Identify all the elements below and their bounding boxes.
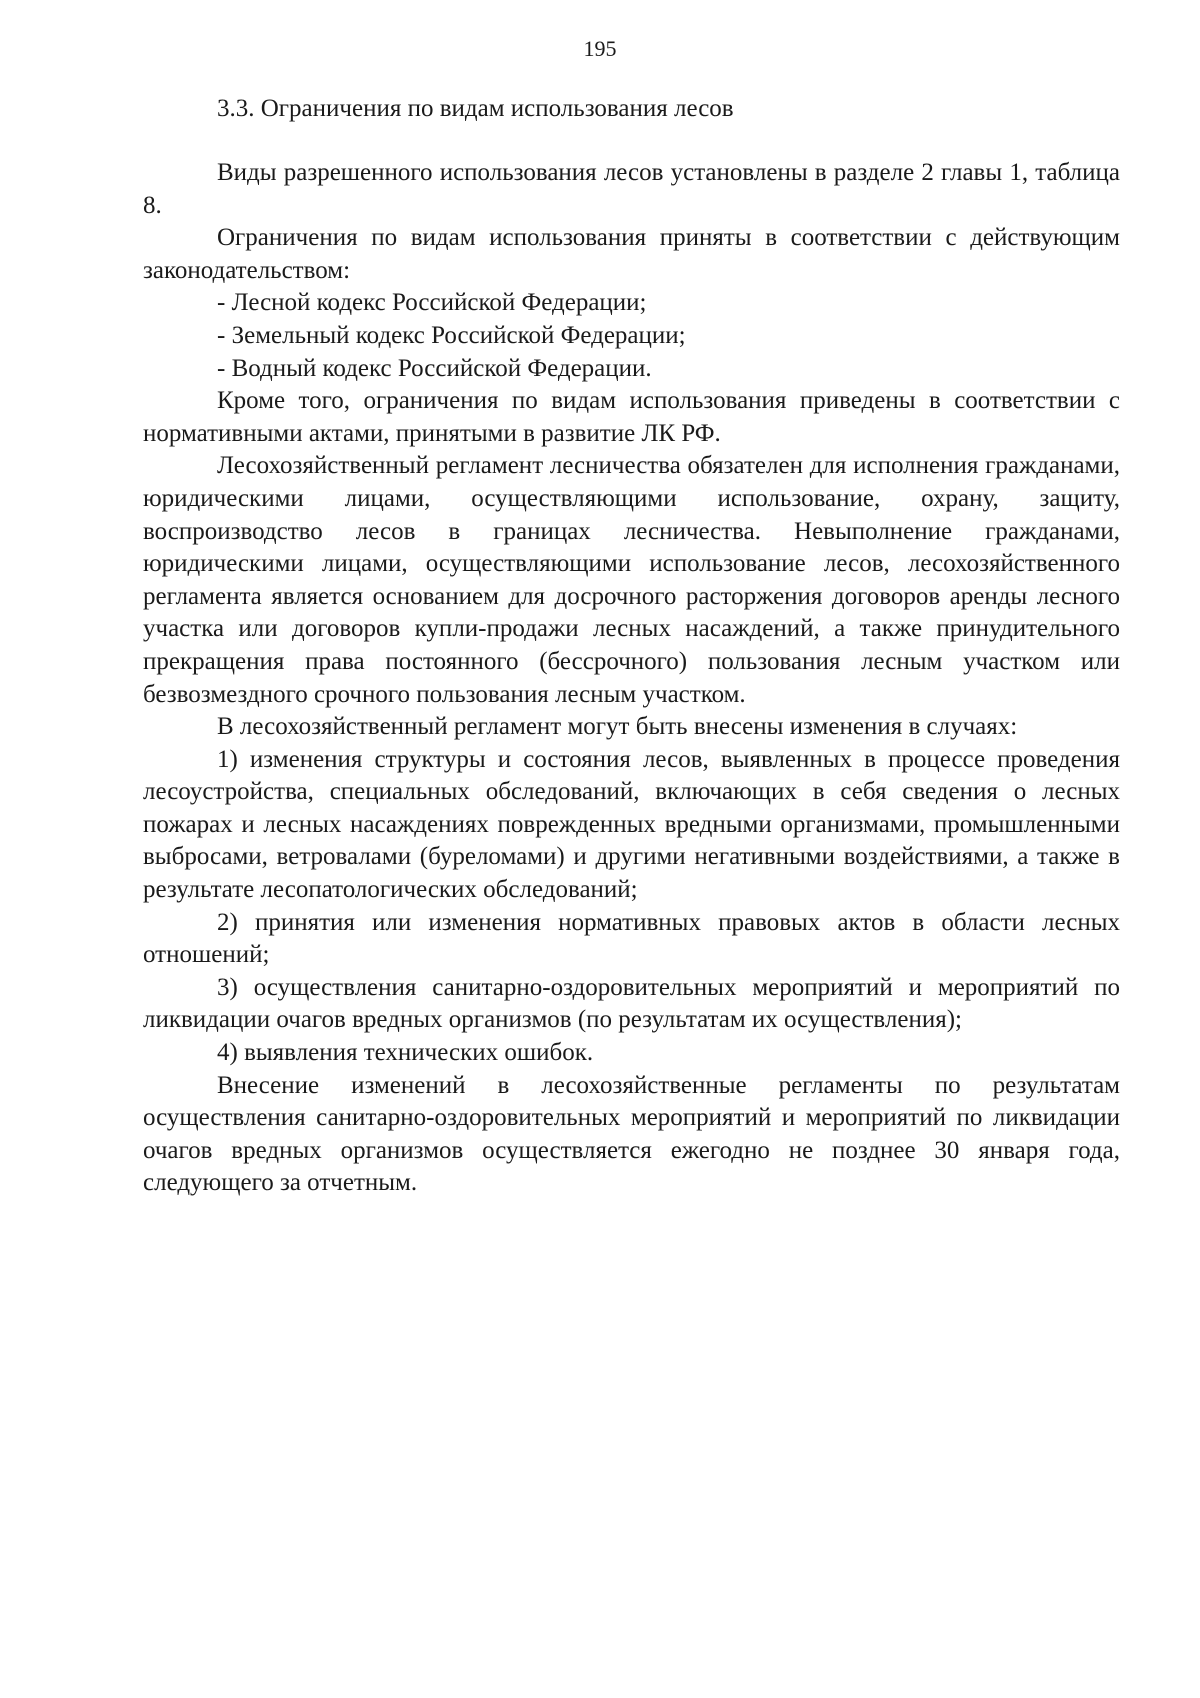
- paragraph: Виды разрешенного использования лесов установлены в разделе 2 главы 1, таблица 8.: [143, 159, 1120, 219]
- list-item: - Лесной кодекс Российской Федерации;: [217, 289, 647, 317]
- section-title: 3.3. Ограничения по видам использования лесов: [217, 95, 734, 122]
- list-item: - Земельный кодекс Российской Федерации;: [217, 321, 686, 349]
- paragraph: Внесение изменений в лесохозяйственные регламенты по результатам осуществления санитарно-оздоровительных мероприятий и мероприятий по ликвидации очагов вредных организмов осуществляется ежегодно не позднее 30 января года, следующего за отчетным.: [143, 1071, 1120, 1197]
- paragraph: В лесохозяйственный регламент могут быть внесены изменения в случаях:: [217, 713, 1018, 741]
- paragraph: Ограничения по видам использования приняты в соответствии с действующим законодательством:: [143, 224, 1120, 284]
- paragraph: Кроме того, ограничения по видам использования приведены в соответствии с нормативными актами, принятыми в развитие ЛК РФ.: [143, 387, 1120, 447]
- list-item: - Водный кодекс Российской Федерации.: [217, 354, 652, 382]
- numbered-item: 2) принятия или изменения нормативных правовых актов в области лесных отношений;: [143, 908, 1120, 969]
- numbered-item: 4) выявления технических ошибок.: [217, 1039, 594, 1067]
- page-number: 195: [583, 36, 617, 61]
- body-text: [143, 157, 1120, 1200]
- numbered-item: 3) осуществления санитарно-оздоровительных мероприятий и мероприятий по ликвидации очагов вредных организмов (по результатам их осуществления);: [143, 973, 1120, 1034]
- paragraph: Лесохозяйственный регламент лесничества обязателен для исполнения гражданами, юридическими лицами, осуществляющими использование, охрану, защиту, воспроизводство лесов в границах лесничества. Невыполнение гражданами, юридическими лицами, осуществляющими использование лесов, лесохозяйственного регламента является основанием для досрочного расторжения договоров аренды лесного участка или договоров купли-продажи лесных насаждений, а также принудительного прекращения права постоянного (бессрочного) пользования лесным участком или безвозмездного срочного пользования лесным участком.: [143, 452, 1120, 708]
- numbered-item: 1) изменения структуры и состояния лесов, выявленных в процессе проведения лесоустройства, специальных обследований, включающих в себя сведения о лесных пожарах и лесных насаждениях поврежденных вредными организмами, промышленными выбросами, ветровалами (буреломами) и другими негативными воздействиями, а также в результате лесопатологических обследований;: [143, 745, 1120, 904]
